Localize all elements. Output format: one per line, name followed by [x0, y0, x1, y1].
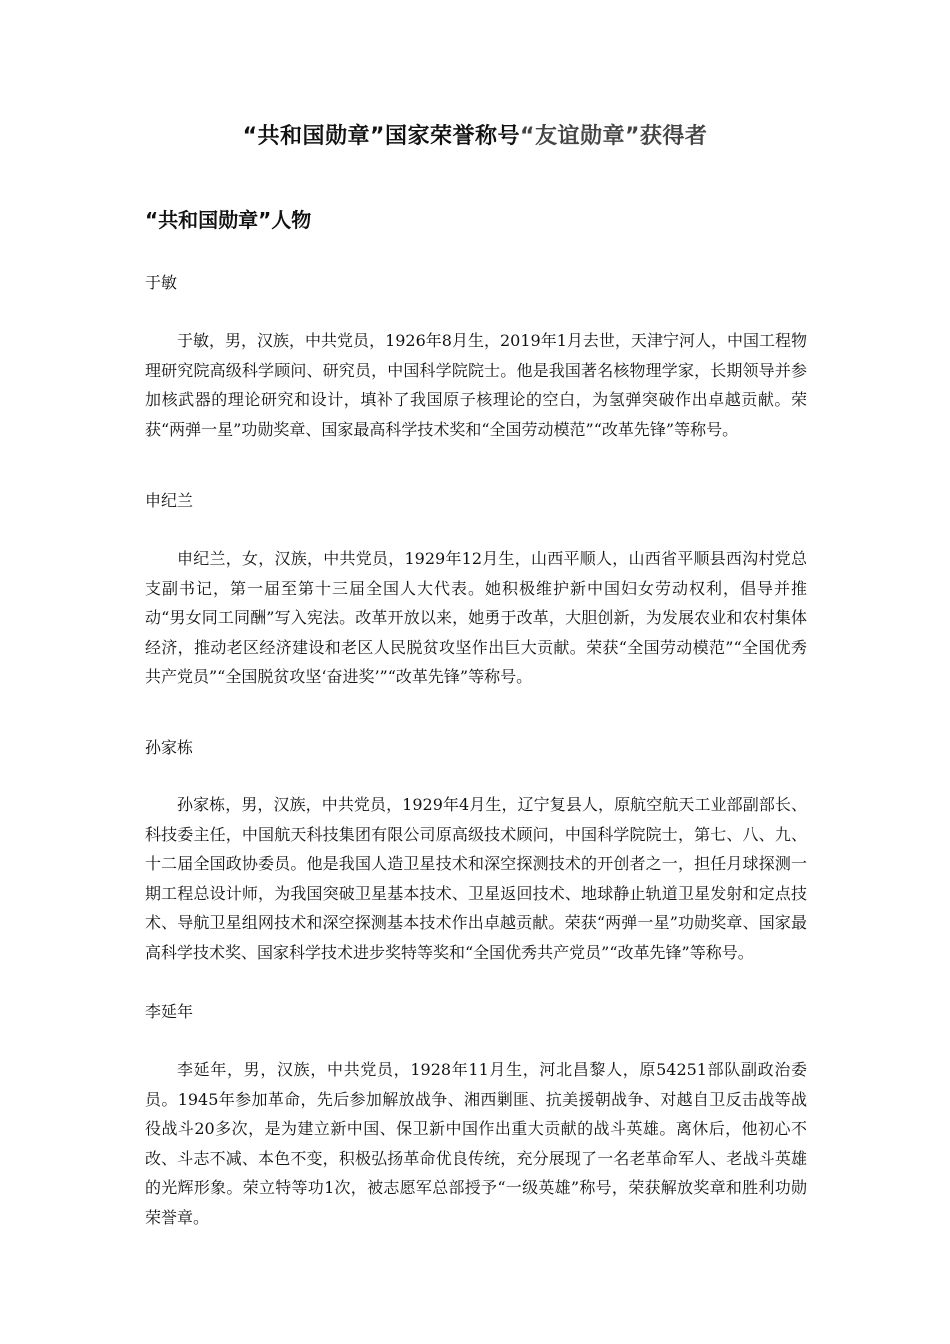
person-bio-yu-min: 于敏，男，汉族，中共党员，1926年8月生，2019年1月去世，天津宁河人，中国工程物理研究院高级科学顾问、研究员，中国科学院院士。他是我国著名核物理学家，长期领导并参加核武器的理论研究和设计，填补了我国原子核理论的空白，为氢弹突破作出卓越贡献。荣获“两弹一星”功勋奖章、国家最高科学技术奖和“全国劳动模范”“改革先锋”等称号。: [145, 331, 807, 439]
person-name-shen-jilan: 申纪兰: [145, 491, 194, 510]
person-name-li-yannian: 李延年: [145, 1002, 194, 1021]
document-title-part2: “友谊勋章”获得者: [520, 124, 708, 149]
person-name-yu-min: 于敏: [145, 273, 178, 292]
person-bio-shen-jilan: 申纪兰，女，汉族，中共党员，1929年12月生，山西平顺人，山西省平顺县西沟村党总支副书记，第一届至第十三届全国人大代表。她积极维护新中国妇女劳动权利，倡导并推动“男女同工同酬”写入宪法。改革开放以来，她勇于改革，大胆创新，为发展农业和农村集体经济，推动老区经济建设和老区人民脱贫攻坚作出巨大贡献。荣获“全国劳动模范”“全国优秀共产党员”“全国脱贫攻坚‘奋进奖’”“改革先锋”等称号。: [145, 549, 807, 686]
document-title: [0, 122, 950, 152]
document-title-part1: “共和国勋章”国家荣誉称号: [242, 124, 520, 149]
person-name-sun-jiadong: 孙家栋: [145, 738, 194, 757]
person-bio-sun-jiadong: 孙家栋，男，汉族，中共党员，1929年4月生，辽宁复县人，原航空航天工业部副部长、科技委主任，中国航天科技集团有限公司原高级技术顾问，中国科学院院士，第七、八、九、十二届全国政协委员。他是我国人造卫星技术和深空探测技术的开创者之一，担任月球探测一期工程总设计师，为我国突破卫星基本技术、卫星返回技术、地球静止轨道卫星发射和定点技术、导航卫星组网技术和深空探测基本技术作出卓越贡献。荣获“两弹一星”功勋奖章、国家最高科学技术奖、国家科学技术进步奖特等奖和“全国优秀共产党员”“改革先锋”等称号。: [145, 795, 807, 962]
section-heading: “共和国勋章”人物: [145, 208, 312, 232]
person-bio-li-yannian: 李延年，男，汉族，中共党员，1928年11月生，河北昌黎人，原54251部队副政治委员。1945年参加革命，先后参加解放战争、湘西剿匪、抗美援朝战争、对越自卫反击战等战役战斗20多次，是为建立新中国、保卫新中国作出重大贡献的战斗英雄。离休后，他初心不改、斗志不减、本色不变，积极弘扬革命优良传统，充分展现了一名老革命军人、老战斗英雄的光辉形象。荣立特等功1次，被志愿军总部授予“一级英雄”称号，荣获解放奖章和胜利功勋荣誉章。: [145, 1060, 807, 1227]
